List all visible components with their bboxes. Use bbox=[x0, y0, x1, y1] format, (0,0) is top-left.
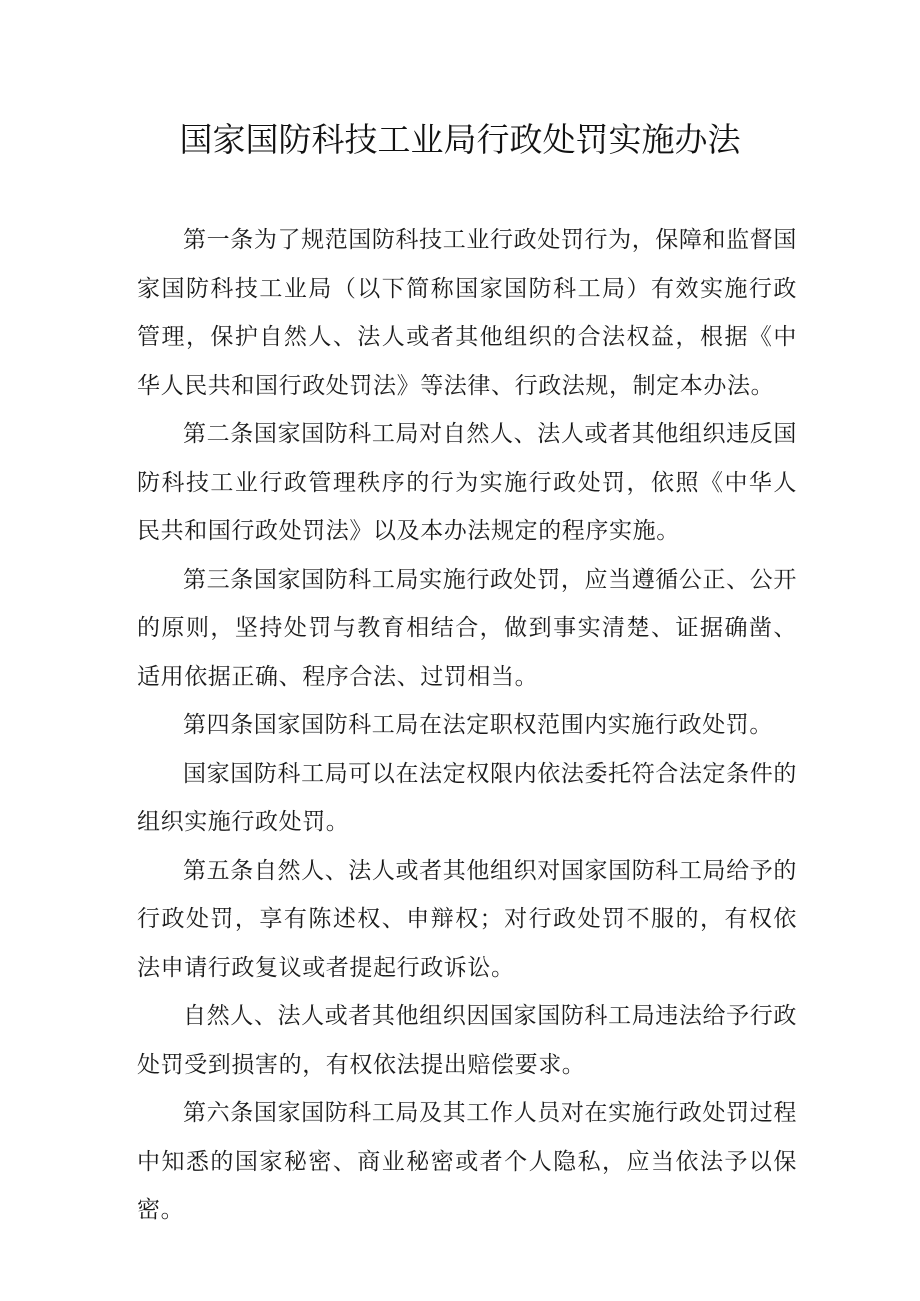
document-title: 国家国防科技工业局行政处罚实施办法 bbox=[179, 120, 741, 159]
article-4-clause-2-paragraph: 国家国防科工局可以在法定权限内依法委托符合法定条件的组织实施行政处罚。 bbox=[137, 760, 797, 835]
article-5-paragraph: 第五条自然人、法人或者其他组织对国家国防科工局给予的行政处罚，享有陈述权、申辩权；对行政处罚不服的，有权依法申请行政复议或者提起行政诉讼。 bbox=[137, 857, 797, 981]
document-body bbox=[137, 216, 797, 1235]
article-6-paragraph: 第六条国家国防科工局及其工作人员对在实施行政处罚过程中知悉的国家秘密、商业秘密或者个人隐私，应当依法予以保密。 bbox=[137, 1100, 797, 1223]
article-1-paragraph: 第一条为了规范国防科技工业行政处罚行为，保障和监督国家国防科技工业局（以下简称国家国防科工局）有效实施行政管理，保护自然人、法人或者其他组织的合法权益，根据《中华人民共和国行政处罚法》等法律、行政法规，制定本办法。 bbox=[137, 227, 797, 399]
article-3-paragraph: 第三条国家国防科工局实施行政处罚，应当遵循公正、公开的原则，坚持处罚与教育相结合，做到事实清楚、证据确凿、适用依据正确、程序合法、过罚相当。 bbox=[137, 566, 797, 690]
article-2-paragraph: 第二条国家国防科工局对自然人、法人或者其他组织违反国防科技工业行政管理秩序的行为实施行政处罚，依照《中华人民共和国行政处罚法》以及本办法规定的程序实施。 bbox=[137, 421, 797, 544]
article-5-clause-2-paragraph: 自然人、法人或者其他组织因国家国防科工局违法给予行政处罚受到损害的，有权依法提出赔偿要求。 bbox=[137, 1003, 797, 1078]
article-4-paragraph: 第四条国家国防科工局在法定职权范围内实施行政处罚。 bbox=[183, 712, 773, 738]
